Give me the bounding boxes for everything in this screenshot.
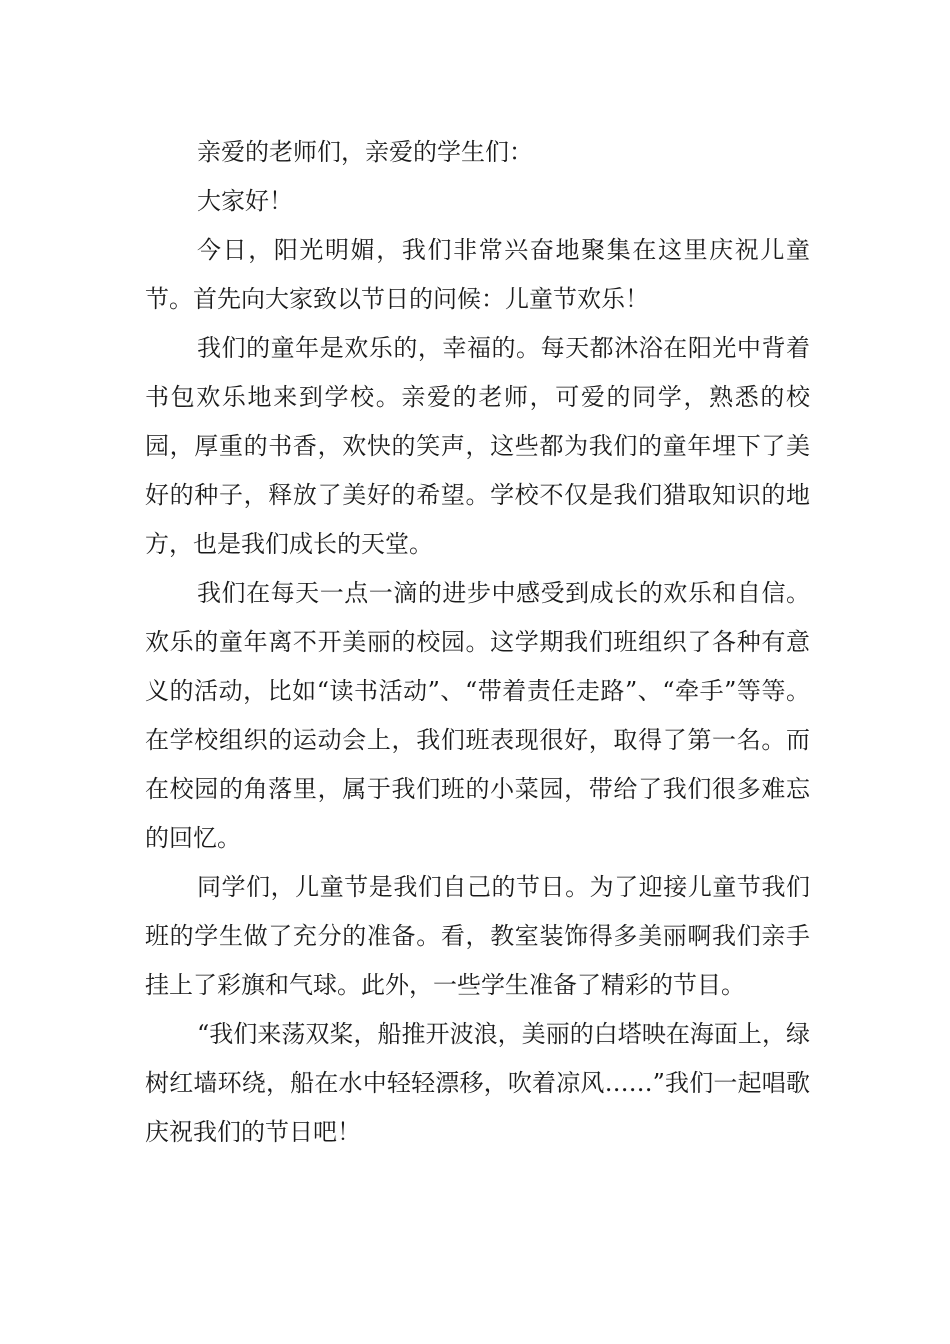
paragraph-preparation: 同学们，儿童节是我们自己的节日。为了迎接儿童节我们班的学生做了充分的准备。看，教室装饰得多美丽啊我们亲手挂上了彩旗和气球。此外，一些学生准备了精彩的节目。: [145, 873, 810, 999]
speech-text: [145, 128, 810, 1157]
paragraph-opening: 今日，阳光明媚，我们非常兴奋地聚集在这里庆祝儿童节。首先向大家致以节日的问候：儿童节欢乐！: [145, 236, 810, 313]
paragraph-song: “我们来荡双桨，船推开波浪，美丽的白塔映在海面上，绿树红墙环绕，船在水中轻轻漂移，吹着凉风……”我们一起唱歌庆祝我们的节日吧！: [145, 1020, 810, 1146]
paragraph-childhood: 我们的童年是欢乐的，幸福的。每天都沐浴在阳光中背着书包欢乐地来到学校。亲爱的老师，可爱的同学，熟悉的校园，厚重的书香，欢快的笑声，这些都为我们的童年埋下了美好的种子，释放了美好的希望。学校不仅是我们猎取知识的地方，也是我们成长的天堂。: [145, 334, 810, 558]
salutation: 亲爱的老师们，亲爱的学生们：: [197, 138, 533, 166]
paragraph-activities: 我们在每天一点一滴的进步中感受到成长的欢乐和自信。欢乐的童年离不开美丽的校园。这学期我们班组织了各种有意义的活动，比如“读书活动”、“带着责任走路”、“牵手”等等。在学校组织的运动会上，我们班表现很好，取得了第一名。而在校园的角落里，属于我们班的小菜园，带给了我们很多难忘的回忆。: [145, 579, 810, 852]
greeting: 大家好！: [197, 187, 293, 215]
